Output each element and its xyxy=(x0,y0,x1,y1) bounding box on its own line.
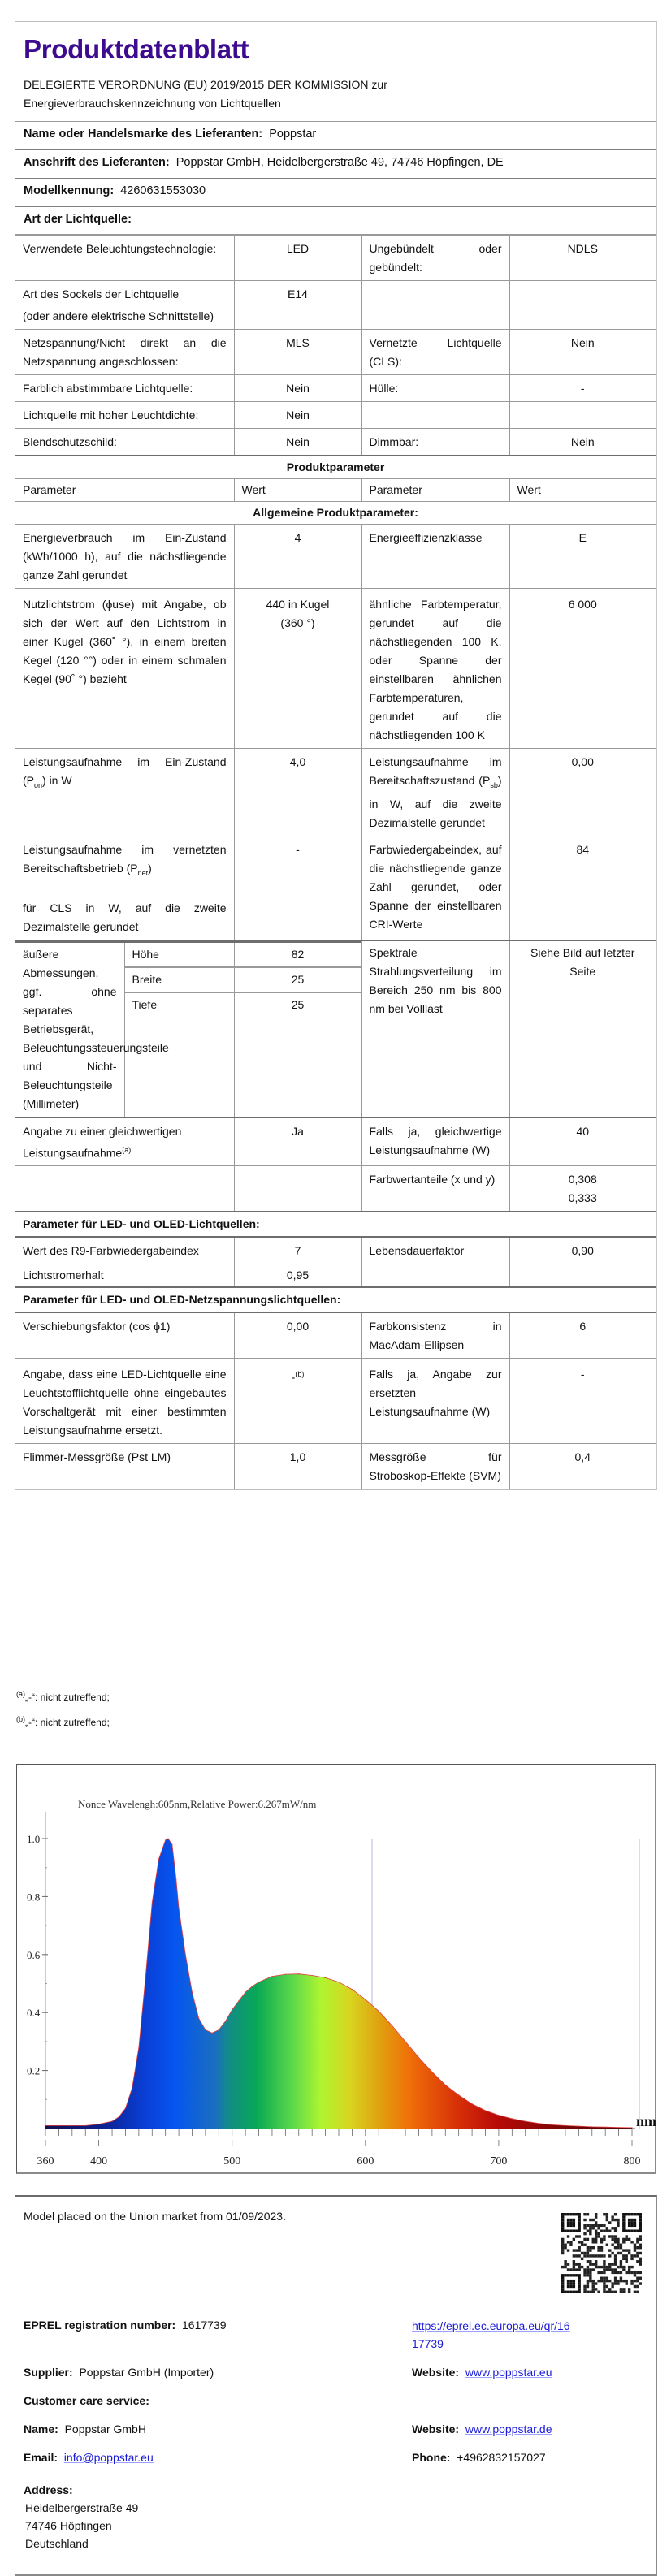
name-label: Name: xyxy=(24,2423,58,2436)
footnote-mark: (b) xyxy=(16,1715,25,1723)
name-row xyxy=(24,2423,146,2436)
param-label: Hülle: xyxy=(361,375,509,402)
dimension-name: Breite xyxy=(124,967,234,992)
param-value: 0,00 xyxy=(234,1312,361,1359)
address-label: Address: xyxy=(24,2483,73,2496)
supplier-address-row xyxy=(15,150,656,179)
dimensions-label: äußere Abmessungen, ggf. ohne separates Betriebsgerät, Beleuchtungssteuerungsteile und Nicht-Beleuchtungsteile (Millimeter) xyxy=(15,942,124,1117)
footnote xyxy=(16,1683,110,1709)
spectrum-chart-svg xyxy=(17,1765,657,2175)
param-label: Energieeffizienzklasse xyxy=(361,525,509,589)
param-value: E14 xyxy=(234,281,361,330)
label-text: Leistungsaufnahme im vernetzten Bereitschaftsbetrieb (P xyxy=(23,842,227,875)
empty-cell xyxy=(361,1264,509,1288)
col-header-parameter: Parameter xyxy=(361,479,509,502)
spectrum-point xyxy=(198,2018,199,2019)
param-label: Blendschutzschild: xyxy=(15,429,234,456)
section-header-row xyxy=(15,1287,656,1312)
address-line: 74746 Höpfingen xyxy=(25,2519,112,2532)
eprel-link[interactable] xyxy=(412,2319,570,2350)
table-row xyxy=(15,330,656,375)
subscript: on xyxy=(34,780,43,789)
param-value: - xyxy=(509,1359,656,1444)
table-row xyxy=(15,1166,656,1212)
value-text: - xyxy=(291,1370,296,1384)
param-value: E xyxy=(509,525,656,589)
param-label xyxy=(15,281,234,330)
table-row xyxy=(15,1359,656,1444)
footnote-mark: (a) xyxy=(16,1690,25,1698)
param-label xyxy=(15,1117,234,1166)
param-value: LED xyxy=(234,236,361,281)
spectrum-point xyxy=(152,1902,153,1903)
param-value: 0,95 xyxy=(234,1264,361,1288)
link-text: https://eprel.ec.europa.eu/qr/16 xyxy=(412,2319,570,2332)
supplier-name-label: Name oder Handelsmarke des Lieferanten: xyxy=(24,128,263,140)
param-value: Nein xyxy=(234,402,361,429)
footnote xyxy=(16,1709,110,1734)
spectrum-point xyxy=(111,2121,112,2122)
address-line: Heidelbergerstraße 49 xyxy=(25,2501,139,2514)
param-label: Falls ja, Angabe zur ersetzten Leistungsaufnahme (W) xyxy=(361,1359,509,1444)
dimension-name: Höhe xyxy=(124,942,234,967)
x-tick-label: 400 xyxy=(90,2155,108,2168)
dimension-value: 25 xyxy=(234,992,361,1117)
eprel-label: EPREL registration number: xyxy=(24,2319,176,2332)
label-text: ) in W xyxy=(42,774,72,787)
spectrum-point xyxy=(312,1975,313,1976)
param-value: 6 xyxy=(509,1312,656,1359)
spectrum-point xyxy=(605,2127,606,2128)
spectrum-point xyxy=(418,2057,419,2058)
y-tick-label: 0.2 xyxy=(27,2064,41,2077)
spectrum-point xyxy=(158,1858,159,1859)
empty-cell xyxy=(509,1264,656,1288)
table-row xyxy=(15,589,656,749)
phone-label: Phone: xyxy=(412,2451,451,2464)
model-id-row xyxy=(15,179,656,207)
param-label: Messgröße für Stroboskop-Effekte (SVM) xyxy=(361,1444,509,1489)
param-label: Falls ja, gleichwertige Leistungsaufnahme (W) xyxy=(361,1117,509,1166)
spectrum-point xyxy=(245,1992,246,1993)
regulation-subtitle-line2: Energieverbrauchskennzeichnung von Lichtquellen xyxy=(24,97,281,110)
chromaticity-x: 0,308 xyxy=(568,1173,597,1186)
socket-label: Art des Sockels der Lichtquelle xyxy=(23,287,180,300)
col-header-parameter: Parameter xyxy=(15,479,234,502)
product-params-title: Produktparameter xyxy=(15,456,656,479)
address-line: Deutschland xyxy=(25,2537,89,2550)
param-value: Nein xyxy=(234,375,361,402)
supplier-address-value: Poppstar GmbH, Heidelbergerstraße 49, 74746 Höpfingen, DE xyxy=(175,156,504,169)
empty-cell xyxy=(509,281,656,330)
subscript: net xyxy=(137,868,149,877)
param-label: Netzspannung/Nicht direkt an die Netzspannung angeschlossen: xyxy=(15,330,234,375)
col-header-value: Wert xyxy=(509,479,656,502)
spectrum-point xyxy=(212,2033,213,2034)
eprel-link-block xyxy=(412,2317,570,2353)
supplier-row xyxy=(24,2366,214,2379)
footer-info-box xyxy=(15,2195,657,2576)
table-row xyxy=(15,749,656,836)
param-label xyxy=(15,836,234,940)
y-tick-label: 0.4 xyxy=(27,2007,41,2020)
table-row xyxy=(15,402,656,429)
empty-cell xyxy=(234,1166,361,1212)
email-label: Email: xyxy=(24,2451,58,2464)
param-label: Nutzlichtstrom (ϕuse) mit Angabe, ob sich der Wert auf den Lichtstrom in einer Kugel (360˚ °), in einem breiten Kegel (120 °°) oder in einem schmalen Kegel (90˚ °) bezieht xyxy=(15,589,234,749)
param-value: Nein xyxy=(234,429,361,456)
light-source-type-row xyxy=(15,207,656,236)
spectrum-point xyxy=(185,1954,186,1955)
spectrum-chart xyxy=(16,1764,656,2174)
section-header-row xyxy=(15,502,656,525)
x-tick-label: 600 xyxy=(357,2155,374,2168)
table-row xyxy=(15,375,656,402)
param-value: 4,0 xyxy=(234,749,361,836)
param-label: Vernetzte Lichtquelle (CLS): xyxy=(361,330,509,375)
label-text: für CLS in W, auf die zweite Dezimalstelle gerundet xyxy=(23,901,227,933)
spectrum-point xyxy=(485,2110,486,2111)
eprel-value: 1617739 xyxy=(182,2319,227,2332)
dimension-name: Tiefe xyxy=(124,992,234,1117)
param-label: Flimmer-Messgröße (Pst LM) xyxy=(15,1444,234,1489)
label-text: Leistungsaufnahme im Ein-Zustand (P xyxy=(23,755,227,787)
param-value: 40 xyxy=(509,1117,656,1166)
param-value xyxy=(509,1166,656,1212)
param-label: Lichtstromerhalt xyxy=(15,1264,234,1288)
spectrum-point xyxy=(175,1878,176,1879)
param-label: Lichtquelle mit hoher Leuchtdichte: xyxy=(15,402,234,429)
spectrum-point xyxy=(58,2125,59,2126)
light-source-table xyxy=(15,236,656,1489)
address-block xyxy=(24,2481,138,2552)
param-value: 0,4 xyxy=(509,1444,656,1489)
param-value: 7 xyxy=(234,1237,361,1264)
y-tick-label: 1.0 xyxy=(27,1833,41,1845)
model-id-label: Modellkennung: xyxy=(24,184,115,197)
table-row xyxy=(15,429,656,456)
spectrum-point xyxy=(165,1839,166,1840)
param-value: - xyxy=(234,836,361,940)
chromaticity-y: 0,333 xyxy=(568,1191,597,1205)
param-value: NDLS xyxy=(509,236,656,281)
title-box xyxy=(15,22,656,122)
param-label: Spektrale Strahlungsverteilung im Bereich 250 nm bis 800 nm bei Volllast xyxy=(361,940,509,1117)
table-row xyxy=(15,281,656,330)
param-value: Ja xyxy=(234,1117,361,1166)
table-row xyxy=(15,940,656,1117)
website-link[interactable]: www.poppstar.de xyxy=(465,2423,552,2436)
spectrum-point xyxy=(298,1973,299,1974)
customer-care-heading: Customer care service: xyxy=(24,2394,149,2407)
spectrum-point xyxy=(525,2121,526,2122)
model-id-value: 4260631553030 xyxy=(120,184,206,197)
col-header-value: Wert xyxy=(234,479,361,502)
website1-row xyxy=(412,2366,552,2379)
param-label: Farblich abstimmbare Lichtquelle: xyxy=(15,375,234,402)
footnote-text: „-“: nicht zutreffend; xyxy=(25,1717,110,1728)
section-header-row xyxy=(15,456,656,479)
param-label: Verwendete Beleuchtungstechnologie: xyxy=(15,236,234,281)
param-label: Angabe, dass eine LED-Lichtquelle eine Leuchtstofflichtquelle ohne eingebautes Vorschaltgerät mit einer bestimmten Leistungsaufnahme ersetzt. xyxy=(15,1359,234,1444)
spectrum-point xyxy=(238,2000,239,2001)
regulation-subtitle-line1: DELEGIERTE VERORDNUNG (EU) 2019/2015 DER KOMMISSION zur xyxy=(24,78,387,91)
email-row xyxy=(24,2451,154,2464)
param-label: Verschiebungsfaktor (cos ϕ1) xyxy=(15,1312,234,1359)
spectrum-point xyxy=(352,1989,353,1990)
table-row xyxy=(15,836,656,940)
spectrum-series xyxy=(45,1838,632,2129)
table-row xyxy=(15,525,656,589)
label-text: Leistungsaufnahme im Bereitschaftszustand (P xyxy=(369,755,502,787)
param-value: 6 000 xyxy=(509,589,656,749)
empty-cell xyxy=(509,402,656,429)
param-value: 440 in Kugel (360 °) xyxy=(234,589,361,749)
label-text: ) xyxy=(148,861,152,875)
table-row xyxy=(15,236,656,281)
socket-label-note: (oder andere elektrische Schnittstelle) xyxy=(23,309,214,322)
section-header-row xyxy=(15,1212,656,1237)
spectrum-point xyxy=(125,2107,126,2108)
spectrum-point xyxy=(285,1974,286,1975)
product-data-sheet xyxy=(15,21,657,1490)
spectrum-point xyxy=(265,1979,266,1980)
param-label xyxy=(15,749,234,836)
param-label: Farbkonsistenz in MacAdam-Ellipsen xyxy=(361,1312,509,1359)
phone-row xyxy=(412,2451,546,2464)
led-params-title: Parameter für LED- und OLED-Lichtquellen: xyxy=(15,1212,656,1237)
customer-care-label xyxy=(24,2394,149,2407)
param-label: Farbwiedergabeindex, auf die nächstliegende ganze Zahl gerundet, oder Spanne der einstellbaren CRI-Werte xyxy=(361,836,509,940)
spectrum-point xyxy=(631,2127,632,2128)
footnotes xyxy=(16,1683,110,1734)
website-label: Website: xyxy=(412,2366,460,2379)
param-value: MLS xyxy=(234,330,361,375)
empty-cell xyxy=(361,281,509,330)
table-row xyxy=(15,1264,656,1288)
spectrum-point xyxy=(145,1977,146,1978)
website2-row xyxy=(412,2423,552,2436)
spectrum-point xyxy=(512,2118,513,2119)
param-value: 84 xyxy=(509,836,656,940)
param-value: 1,0 xyxy=(234,1444,361,1489)
market-date-text: Model placed on the Union market from 01/09/2023. xyxy=(24,2210,286,2223)
spectrum-point xyxy=(192,1992,193,1993)
spectrum-point xyxy=(578,2126,579,2127)
spectrum-area xyxy=(45,1839,632,2129)
y-tick-label: 0.8 xyxy=(27,1891,41,1904)
supplier-label: Supplier: xyxy=(24,2366,73,2379)
param-value: 0,90 xyxy=(509,1237,656,1264)
spectrum-point xyxy=(271,1976,272,1977)
spectrum-point xyxy=(618,2127,619,2128)
label-text: Angabe zu einer gleichwertigen Leistungsaufnahme xyxy=(23,1124,182,1160)
spectrum-point xyxy=(498,2115,499,2116)
param-label: Lebensdauerfaktor xyxy=(361,1237,509,1264)
param-value: Siehe Bild auf letzter Seite xyxy=(509,940,656,1117)
param-value: 4 xyxy=(234,525,361,589)
supplier-name-row xyxy=(15,122,656,150)
spectrum-point xyxy=(85,2125,86,2126)
chart-title: Nonce Wavelengh:605nm,Relative Power:6.267mW/nm xyxy=(78,1798,317,1810)
footnote-mark: (a) xyxy=(122,1145,132,1154)
website-link[interactable]: www.poppstar.eu xyxy=(465,2366,552,2379)
link-text: 17739 xyxy=(412,2337,444,2350)
supplier-address-label: Anschrift des Lieferanten: xyxy=(24,156,170,169)
subscript: sb xyxy=(490,780,498,789)
qr-code-icon[interactable] xyxy=(561,2213,642,2293)
mains-params-title: Parameter für LED- und OLED-Netzspannungslichtquellen: xyxy=(15,1287,656,1312)
param-label: Dimmbar: xyxy=(361,429,509,456)
param-label: Farbwertanteile (x und y) xyxy=(361,1166,509,1212)
general-params-title: Allgemeine Produktparameter: xyxy=(15,502,656,525)
spectrum-point xyxy=(325,1977,326,1978)
x-axis-label: nm xyxy=(636,2113,657,2129)
dimension-value: 82 xyxy=(234,942,361,967)
dimension-value: 25 xyxy=(234,967,361,992)
spectrum-point xyxy=(365,1999,366,2000)
spectrum-point xyxy=(167,1838,168,1839)
spectrum-point xyxy=(71,2125,72,2126)
column-header-row xyxy=(15,479,656,502)
spectrum-point xyxy=(252,1986,253,1987)
page-title: Produktdatenblatt xyxy=(24,34,249,64)
supplier-value: Poppstar GmbH (Importer) xyxy=(79,2366,214,2379)
label-text: ) in W, auf die zweite Dezimalstelle gerundet xyxy=(369,774,502,829)
table-row xyxy=(15,1237,656,1264)
param-value: 0,00 xyxy=(509,749,656,836)
spectrum-point xyxy=(591,2126,592,2127)
x-axis xyxy=(37,2129,641,2168)
name-value: Poppstar GmbH xyxy=(64,2423,146,2436)
empty-cell xyxy=(15,1166,234,1212)
spectrum-point xyxy=(171,1844,172,1845)
table-row xyxy=(15,1117,656,1166)
param-label xyxy=(361,749,509,836)
x-tick-label: 800 xyxy=(623,2155,641,2168)
spectrum-point xyxy=(472,2103,473,2104)
param-label: ähnliche Farbtemperatur, gerundet auf die nächstliegenden 100 K, oder Spanne der einstellbaren ähnlichen Farbtemperaturen, gerundet auf die nächstliegenden 100 K xyxy=(361,589,509,749)
dimensions-table xyxy=(15,941,361,1117)
param-value: - xyxy=(509,375,656,402)
dimensions-cell xyxy=(15,940,361,1117)
empty-cell xyxy=(361,402,509,429)
table-row xyxy=(15,1312,656,1359)
light-source-section-title: Art der Lichtquelle: xyxy=(24,213,132,226)
param-value xyxy=(234,1359,361,1444)
param-value: Nein xyxy=(509,330,656,375)
param-label: Energieverbrauch im Ein-Zustand (kWh/1000 h), auf die nächstliegende ganze Zahl gerundet xyxy=(15,525,234,589)
param-value: Nein xyxy=(509,429,656,456)
param-label: Wert des R9-Farbwiedergabeindex xyxy=(15,1237,234,1264)
website-label: Website: xyxy=(412,2423,460,2436)
x-tick-label: 500 xyxy=(223,2155,241,2168)
supplier-name-value: Poppstar xyxy=(269,128,317,140)
x-tick-label: 360 xyxy=(37,2155,54,2168)
param-label: Ungebündelt oder gebündelt: xyxy=(361,236,509,281)
spectrum-point xyxy=(205,2029,206,2030)
phone-value: +4962832157027 xyxy=(457,2451,546,2464)
table-row xyxy=(15,1444,656,1489)
footnote-mark: (b) xyxy=(295,1370,305,1379)
y-tick-label: 0.6 xyxy=(27,1948,41,1961)
x-tick-label: 700 xyxy=(490,2155,508,2168)
spectrum-point xyxy=(458,2094,459,2095)
eprel-row xyxy=(24,2319,227,2332)
email-link[interactable]: info@poppstar.eu xyxy=(63,2451,154,2464)
footnote-text: „-“: nicht zutreffend; xyxy=(25,1692,110,1703)
